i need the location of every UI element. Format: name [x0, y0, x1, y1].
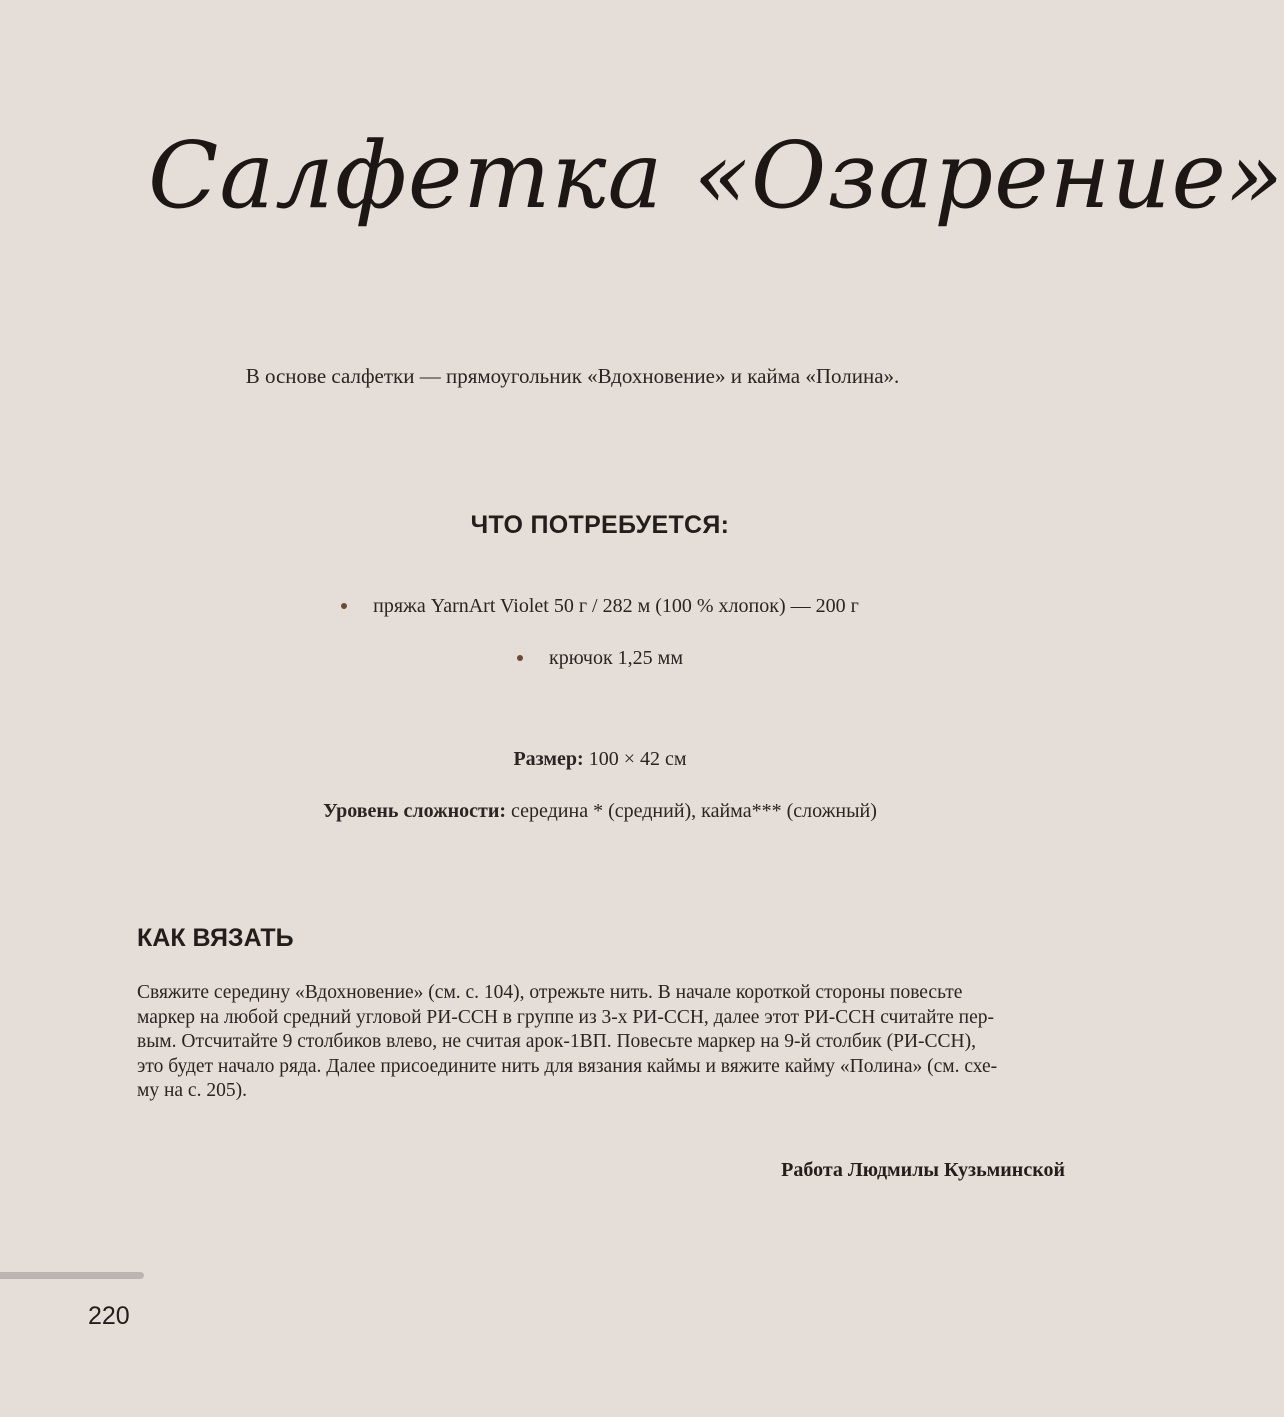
intro-text: В основе салфетки — прямоугольник «Вдохновение» и кайма «Полина».	[245, 364, 900, 388]
difficulty-line	[0, 800, 1200, 823]
difficulty-label: Уровень сложности:	[323, 800, 507, 822]
bullet-icon	[341, 603, 347, 609]
materials-list	[0, 592, 1200, 696]
instructions-body	[137, 981, 1077, 1104]
materials-item-text: пряжа YarnArt Violet 50 г / 282 м (100 % хлопок) — 200 г	[373, 595, 859, 617]
size-line	[0, 748, 1200, 771]
instructions-heading: КАК ВЯЗАТЬ	[137, 924, 294, 952]
difficulty-value: середина * (средний), кайма*** (сложный)	[511, 800, 877, 822]
materials-item	[0, 644, 1200, 696]
bullet-icon	[517, 655, 523, 661]
instructions-line: маркер на любой средний угловой РИ-ССН в группе из 3-х РИ-ССН, далее этот РИ-ССН считайте пер-	[137, 1006, 994, 1028]
requirements-heading: ЧТО ПОТРЕБУЕТСЯ:	[470, 511, 730, 539]
size-value: 100 × 42 см	[588, 748, 687, 770]
instructions-line: му на с. 205).	[137, 1080, 247, 1101]
page-title: Салфетка «Озарение»	[148, 122, 1284, 229]
author-credit: Работа Людмилы Кузьминской	[781, 1159, 1065, 1181]
materials-item	[0, 592, 1200, 644]
instructions-line: это будет начало ряда. Далее присоедините нить для вязания каймы и вяжите кайму «Полина» (см. схе-	[137, 1055, 998, 1077]
instructions-line: Свяжите середину «Вдохновение» (см. с. 104), отрежьте нить. В начале короткой стороны повесьте	[137, 982, 963, 1003]
instructions-line: вым. Отсчитайте 9 столбиков влево, не считая арок-1ВП. Повесьте маркер на 9-й столбик (РИ-ССН),	[137, 1031, 976, 1052]
page-number: 220	[88, 1302, 130, 1330]
size-label: Размер:	[513, 748, 584, 770]
materials-item-text: крючок 1,25 мм	[549, 647, 683, 669]
page-number-rule	[0, 1272, 144, 1279]
